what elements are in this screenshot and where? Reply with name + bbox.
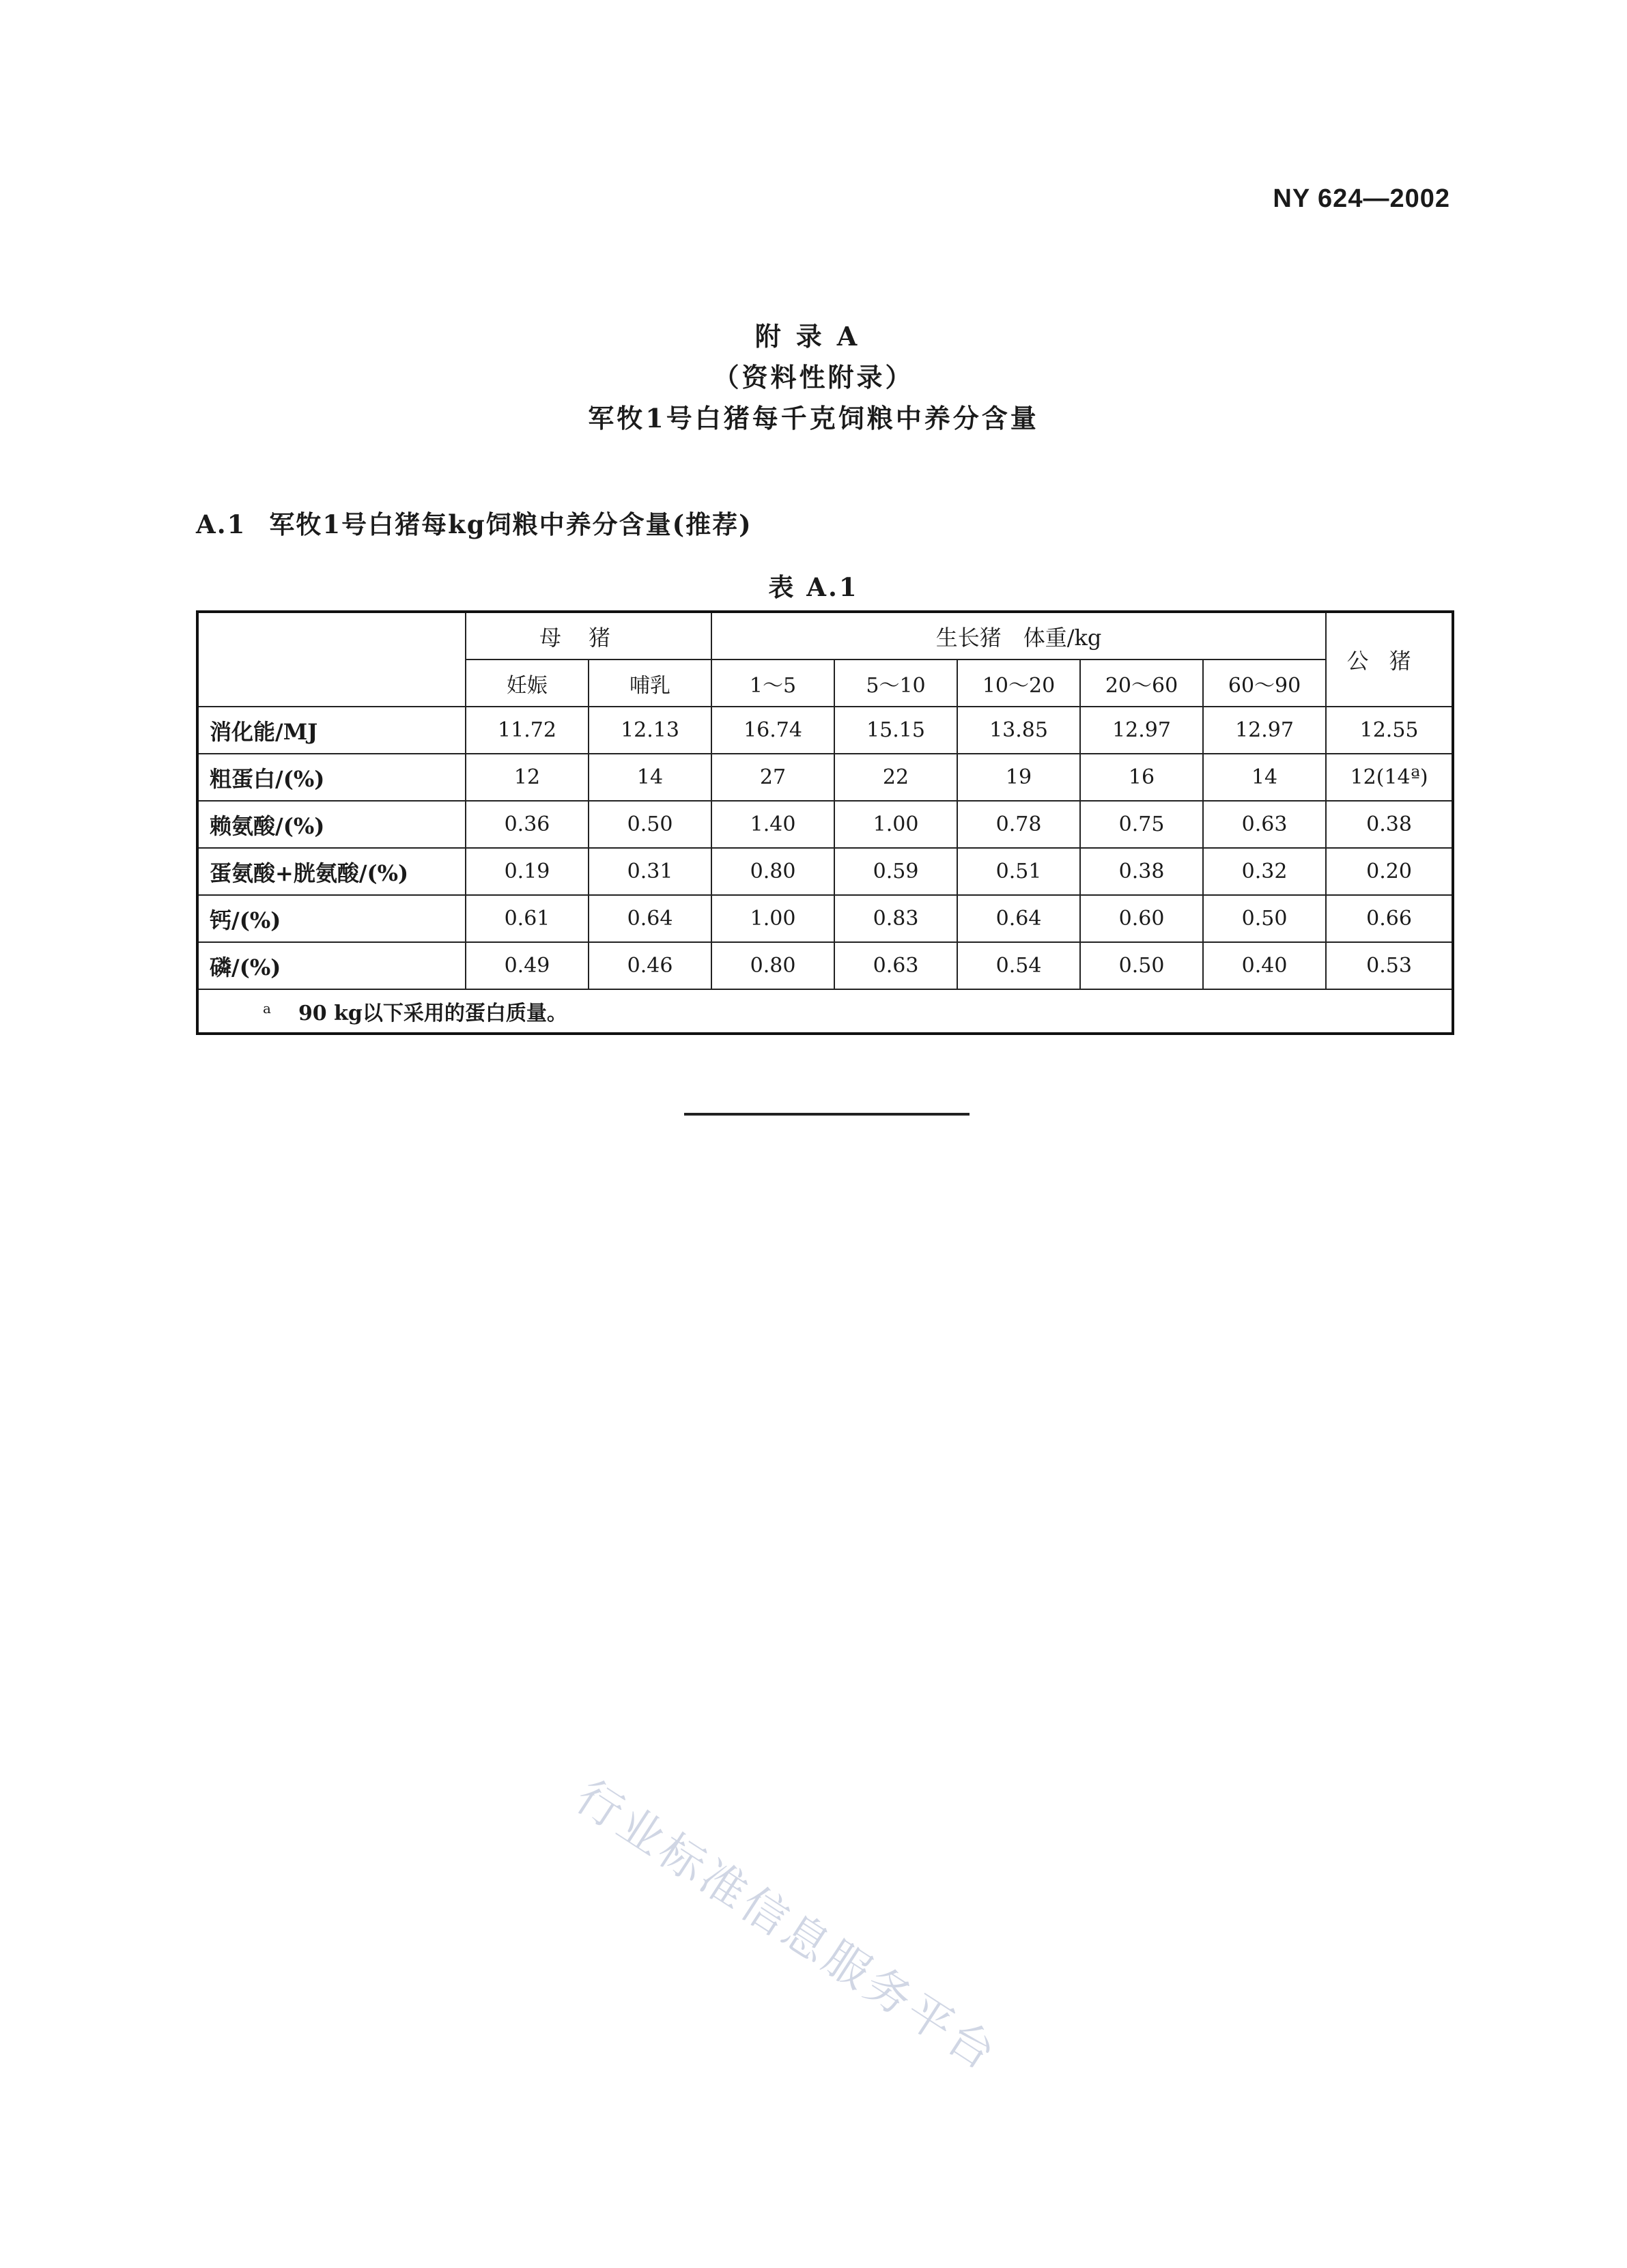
section-heading [196, 504, 752, 541]
table-cell: 0.50 [1080, 942, 1203, 989]
subheader-1-5: 1～5 [711, 660, 834, 707]
table-cell: 0.19 [466, 848, 589, 895]
table-cell: 1.00 [834, 801, 957, 848]
table-cell: 0.49 [466, 942, 589, 989]
appendix-title: 军牧1号白猪每千克饲粮中养分含量 [588, 403, 1039, 434]
end-rule [684, 1113, 970, 1116]
row-label: 蛋氨酸+胱氨酸/(%) [197, 848, 466, 895]
document-code: NY 624—2002 [1273, 184, 1450, 213]
group-grower: 生长猪 体重/kg [711, 612, 1326, 660]
section-title: 军牧1号白猪每kg饲粮中养分含量(推荐) [269, 509, 752, 539]
table-cell: 0.20 [1326, 848, 1453, 895]
table-cell: 0.66 [1326, 895, 1453, 942]
row-label: 粗蛋白/(%) [197, 754, 466, 801]
subheader-5-10: 5～10 [834, 660, 957, 707]
table-cell: 0.50 [589, 801, 711, 848]
table-cell: 22 [834, 754, 957, 801]
table-cell: 15.15 [834, 707, 957, 754]
table-cell: 12.97 [1203, 707, 1326, 754]
table-cell: 0.83 [834, 895, 957, 942]
section-number: A.1 [196, 509, 246, 539]
table-caption: 表 A.1 [768, 572, 859, 602]
table-cell: 12(14ª) [1326, 754, 1453, 801]
subheader-lactating: 哺乳 [589, 660, 711, 707]
table-cell: 0.51 [957, 848, 1080, 895]
table-row [197, 707, 1453, 754]
table-cell: 0.54 [957, 942, 1080, 989]
table-cell: 16 [1080, 754, 1203, 801]
table-cell: 11.72 [466, 707, 589, 754]
table-cell: 0.46 [589, 942, 711, 989]
row-label: 钙/(%) [197, 895, 466, 942]
subheader-60-90: 60～90 [1203, 660, 1326, 707]
row-label: 消化能/MJ [197, 707, 466, 754]
table-cell: 0.60 [1080, 895, 1203, 942]
subheader-10-20: 10～20 [957, 660, 1080, 707]
group-sow: 母猪 [466, 612, 711, 660]
table-row [197, 895, 1453, 942]
appendix-nature: （资料性附录） [713, 362, 914, 393]
table-cell: 0.63 [1203, 801, 1326, 848]
subheader-20-60: 20～60 [1080, 660, 1203, 707]
table-cell: 14 [1203, 754, 1326, 801]
table-cell: 0.53 [1326, 942, 1453, 989]
table-cell: 0.40 [1203, 942, 1326, 989]
table-cell: 0.80 [711, 848, 834, 895]
table-cell: 0.31 [589, 848, 711, 895]
table-cell: 19 [957, 754, 1080, 801]
table-cell: 27 [711, 754, 834, 801]
footnote-row [197, 989, 1453, 1034]
table-cell: 0.80 [711, 942, 834, 989]
table-cell: 1.40 [711, 801, 834, 848]
table-cell: 0.32 [1203, 848, 1326, 895]
table-cell: 0.64 [957, 895, 1080, 942]
subheader-pregnant: 妊娠 [466, 660, 589, 707]
table-row [197, 801, 1453, 848]
table-row [197, 942, 1453, 989]
table-cell: 0.61 [466, 895, 589, 942]
row-label: 赖氨酸/(%) [197, 801, 466, 848]
footnote-cell [197, 989, 1453, 1034]
table-cell: 1.00 [711, 895, 834, 942]
table-cell: 12.13 [589, 707, 711, 754]
footnote-marker: a [263, 1000, 271, 1017]
watermark: 行业标准信息服务平台 [566, 1770, 1008, 2082]
table-cell: 13.85 [957, 707, 1080, 754]
group-boar: 公猪 [1326, 612, 1453, 707]
footnote-text: 90 kg以下采用的蛋白质量。 [298, 1002, 567, 1025]
table-cell: 0.36 [466, 801, 589, 848]
header-row-groups [197, 612, 1453, 660]
table-cell: 12.97 [1080, 707, 1203, 754]
table-cell: 14 [589, 754, 711, 801]
row-label: 磷/(%) [197, 942, 466, 989]
table-row [197, 754, 1453, 801]
table-cell: 16.74 [711, 707, 834, 754]
table-cell: 0.38 [1080, 848, 1203, 895]
table-cell: 12.55 [1326, 707, 1453, 754]
table-row [197, 848, 1453, 895]
table-cell: 0.50 [1203, 895, 1326, 942]
corner-cell [197, 612, 466, 707]
nutrient-table [196, 610, 1454, 1035]
table-cell: 12 [466, 754, 589, 801]
table-cell: 0.64 [589, 895, 711, 942]
table-cell: 0.38 [1326, 801, 1453, 848]
table-cell: 0.63 [834, 942, 957, 989]
table-cell: 0.59 [834, 848, 957, 895]
table-cell: 0.78 [957, 801, 1080, 848]
table-cell: 0.75 [1080, 801, 1203, 848]
appendix-label: 附录A [754, 321, 873, 352]
